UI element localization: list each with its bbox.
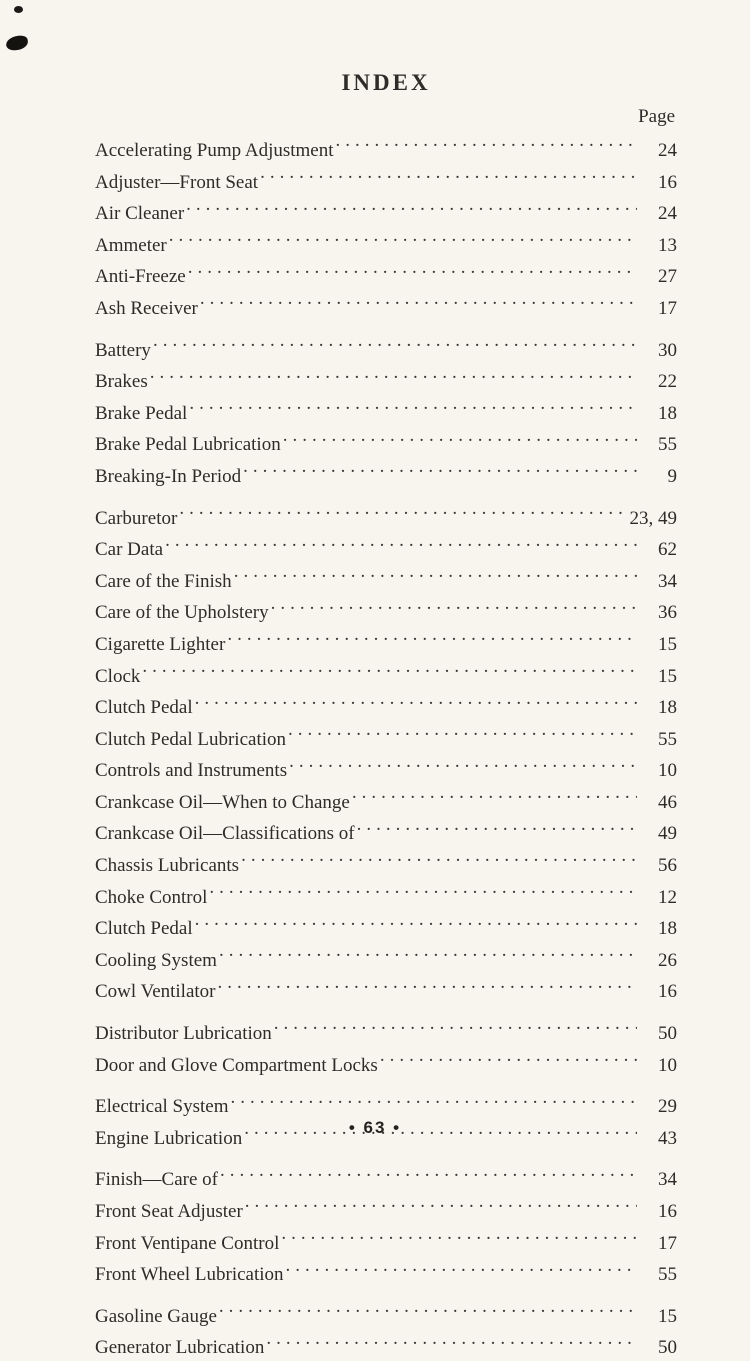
entry-label: Chassis Lubricants bbox=[95, 855, 240, 877]
page-column-label: Page bbox=[638, 106, 675, 127]
dot-leader bbox=[195, 910, 637, 934]
index-entry bbox=[95, 1161, 677, 1193]
entry-label: Brakes bbox=[95, 371, 148, 393]
dot-leader bbox=[142, 658, 637, 682]
dot-leader bbox=[243, 458, 637, 482]
entry-page-number: 62 bbox=[658, 539, 677, 561]
entry-page-number: 36 bbox=[658, 602, 677, 624]
entry-label: Ammeter bbox=[95, 234, 167, 256]
dot-leader bbox=[283, 426, 637, 450]
index-group bbox=[95, 332, 677, 490]
entry-page-number: 15 bbox=[658, 1305, 677, 1327]
entry-label: Ash Receiver bbox=[95, 297, 198, 319]
dot-leader bbox=[179, 500, 623, 524]
dot-leader bbox=[153, 332, 637, 356]
dot-leader bbox=[209, 879, 637, 903]
entry-label: Care of the Finish bbox=[95, 570, 232, 592]
index-entry bbox=[95, 164, 677, 196]
entry-label: Door and Glove Compartment Locks bbox=[95, 1054, 378, 1076]
entry-label: Carburetor bbox=[95, 507, 178, 529]
entry-page-number: 49 bbox=[658, 823, 677, 845]
index-entry bbox=[95, 1015, 677, 1047]
dot-leader bbox=[195, 689, 637, 713]
scan-ink-blot bbox=[5, 35, 29, 52]
entry-label: Engine Lubrication bbox=[95, 1127, 243, 1149]
index-entry bbox=[95, 426, 677, 458]
index-group bbox=[95, 1298, 677, 1361]
entry-label: Breaking-In Period bbox=[95, 465, 242, 487]
dot-leader bbox=[169, 227, 637, 251]
entry-page-number: 55 bbox=[658, 1264, 677, 1286]
dot-leader bbox=[281, 1225, 637, 1249]
entry-label: Accelerating Pump Adjustment bbox=[95, 140, 334, 161]
index-entry bbox=[95, 458, 677, 490]
index-entry bbox=[95, 531, 677, 563]
entry-page-number: 43 bbox=[658, 1127, 677, 1149]
entry-label: Electrical System bbox=[95, 1096, 229, 1118]
dot-leader bbox=[219, 1298, 637, 1322]
entry-page-number: 50 bbox=[658, 1337, 677, 1359]
entry-page-number: 12 bbox=[658, 886, 677, 908]
index-entry bbox=[95, 195, 677, 227]
entry-page-number: 24 bbox=[658, 140, 677, 161]
entry-page-number: 26 bbox=[658, 949, 677, 971]
entry-page-number: 29 bbox=[658, 1096, 677, 1118]
dot-leader bbox=[234, 563, 637, 587]
index-entry bbox=[95, 132, 677, 164]
entry-label: Clutch Pedal bbox=[95, 918, 193, 940]
entry-page-number: 55 bbox=[658, 728, 677, 750]
footer-page-number: • 63 • bbox=[348, 1118, 402, 1137]
index-entry bbox=[95, 500, 677, 532]
entry-label: Brake Pedal Lubrication bbox=[95, 434, 281, 456]
index-entry bbox=[95, 847, 677, 879]
entry-label: Care of the Upholstery bbox=[95, 602, 269, 624]
entry-page-number: 27 bbox=[658, 266, 677, 288]
entry-label: Front Wheel Lubrication bbox=[95, 1264, 284, 1286]
index-entry bbox=[95, 1193, 677, 1225]
scan-speck bbox=[14, 6, 23, 13]
dot-leader bbox=[189, 395, 637, 419]
entry-page-number: 18 bbox=[658, 402, 677, 424]
index-entry bbox=[95, 973, 677, 1005]
entry-label: Air Cleaner bbox=[95, 203, 185, 225]
index-entry bbox=[95, 290, 677, 322]
dot-leader bbox=[352, 784, 637, 808]
entry-page-number: 46 bbox=[658, 791, 677, 813]
entry-label: Crankcase Oil—When to Change bbox=[95, 791, 350, 813]
dot-leader bbox=[220, 1161, 637, 1185]
dot-leader bbox=[186, 195, 637, 219]
entry-label: Front Ventipane Control bbox=[95, 1232, 280, 1254]
index-entry bbox=[95, 227, 677, 259]
entry-label: Finish—Care of bbox=[95, 1169, 218, 1191]
entry-label: Clutch Pedal bbox=[95, 697, 193, 719]
index-entry bbox=[95, 658, 677, 690]
dot-leader bbox=[288, 721, 637, 745]
dot-leader bbox=[271, 594, 637, 618]
index-entry bbox=[95, 1047, 677, 1079]
index-entry bbox=[95, 689, 677, 721]
dot-leader bbox=[266, 1329, 637, 1353]
dot-leader bbox=[188, 258, 637, 282]
entry-page-number: 50 bbox=[658, 1023, 677, 1045]
entry-page-number: 10 bbox=[658, 760, 677, 782]
index-entry bbox=[95, 332, 677, 364]
entry-label: Generator Lubrication bbox=[95, 1337, 265, 1359]
entry-page-number: 30 bbox=[658, 339, 677, 361]
entry-label: Anti-Freeze bbox=[95, 266, 186, 288]
index-entry bbox=[95, 1256, 677, 1288]
dot-leader bbox=[241, 847, 637, 871]
entry-label: Car Data bbox=[95, 539, 164, 561]
entry-label: Choke Control bbox=[95, 886, 208, 908]
dot-leader bbox=[150, 363, 637, 387]
entry-page-number: 10 bbox=[658, 1054, 677, 1076]
entry-label: Front Seat Adjuster bbox=[95, 1201, 243, 1222]
entry-page-number: 17 bbox=[658, 1232, 677, 1254]
dot-leader bbox=[165, 531, 637, 555]
entry-page-number: 18 bbox=[658, 697, 677, 719]
dot-leader bbox=[380, 1047, 637, 1071]
entry-label: Clutch Pedal Lubrication bbox=[95, 728, 287, 750]
entry-label: Gasoline Gauge bbox=[95, 1305, 217, 1327]
index-entry bbox=[95, 942, 677, 974]
entry-page-number: 15 bbox=[658, 665, 677, 687]
index-list bbox=[95, 132, 677, 1361]
entry-page-number: 15 bbox=[658, 633, 677, 655]
index-entry bbox=[95, 594, 677, 626]
index-entry bbox=[95, 784, 677, 816]
dot-leader bbox=[274, 1015, 637, 1039]
entry-page-number: 13 bbox=[658, 234, 677, 256]
entry-page-number: 23, 49 bbox=[629, 507, 677, 529]
index-group bbox=[95, 1161, 677, 1287]
entry-label: Brake Pedal bbox=[95, 402, 188, 424]
dot-leader bbox=[200, 290, 637, 314]
entry-page-number: 22 bbox=[658, 371, 677, 393]
entry-page-number: 55 bbox=[658, 434, 677, 456]
entry-page-number: 16 bbox=[658, 171, 677, 193]
index-group bbox=[95, 132, 677, 322]
dot-leader bbox=[218, 973, 637, 997]
index-entry bbox=[95, 395, 677, 427]
entry-label: Crankcase Oil—Classifications of bbox=[95, 823, 355, 845]
dot-leader bbox=[230, 1088, 637, 1112]
entry-label: Distributor Lubrication bbox=[95, 1023, 272, 1045]
entry-page-number: 24 bbox=[658, 203, 677, 225]
dot-leader bbox=[336, 132, 637, 156]
index-group bbox=[95, 500, 677, 1006]
index-entry bbox=[95, 258, 677, 290]
dot-leader bbox=[357, 815, 637, 839]
document-page bbox=[95, 0, 677, 1361]
index-entry bbox=[95, 721, 677, 753]
index-entry bbox=[95, 1225, 677, 1257]
index-entry bbox=[95, 815, 677, 847]
entry-label: Cooling System bbox=[95, 949, 217, 971]
dot-leader bbox=[286, 1256, 637, 1280]
dot-leader bbox=[260, 164, 637, 188]
entry-page-number: 34 bbox=[658, 1169, 677, 1191]
index-entry bbox=[95, 1088, 677, 1120]
entry-page-number: 16 bbox=[658, 1201, 677, 1222]
index-entry bbox=[95, 563, 677, 595]
entry-page-number: 9 bbox=[667, 465, 677, 487]
dot-leader bbox=[219, 942, 637, 966]
index-entry bbox=[95, 1298, 677, 1330]
index-entry bbox=[95, 626, 677, 658]
dot-leader bbox=[245, 1193, 637, 1217]
index-entry bbox=[95, 752, 677, 784]
index-entry bbox=[95, 879, 677, 911]
entry-page-number: 16 bbox=[658, 981, 677, 1003]
page-title: INDEX bbox=[341, 70, 431, 95]
entry-label: Adjuster—Front Seat bbox=[95, 171, 259, 193]
index-group bbox=[95, 1015, 677, 1078]
index-entry bbox=[95, 910, 677, 942]
entry-page-number: 34 bbox=[658, 570, 677, 592]
entry-label: Cigarette Lighter bbox=[95, 633, 226, 655]
index-entry bbox=[95, 363, 677, 395]
entry-label: Controls and Instruments bbox=[95, 760, 288, 782]
entry-page-number: 17 bbox=[658, 297, 677, 319]
index-entry bbox=[95, 1329, 677, 1361]
entry-page-number: 18 bbox=[658, 918, 677, 940]
entry-label: Cowl Ventilator bbox=[95, 981, 216, 1003]
entry-label: Battery bbox=[95, 339, 151, 361]
dot-leader bbox=[289, 752, 637, 776]
dot-leader bbox=[227, 626, 637, 650]
entry-page-number: 56 bbox=[658, 855, 677, 877]
entry-label: Clock bbox=[95, 665, 141, 687]
